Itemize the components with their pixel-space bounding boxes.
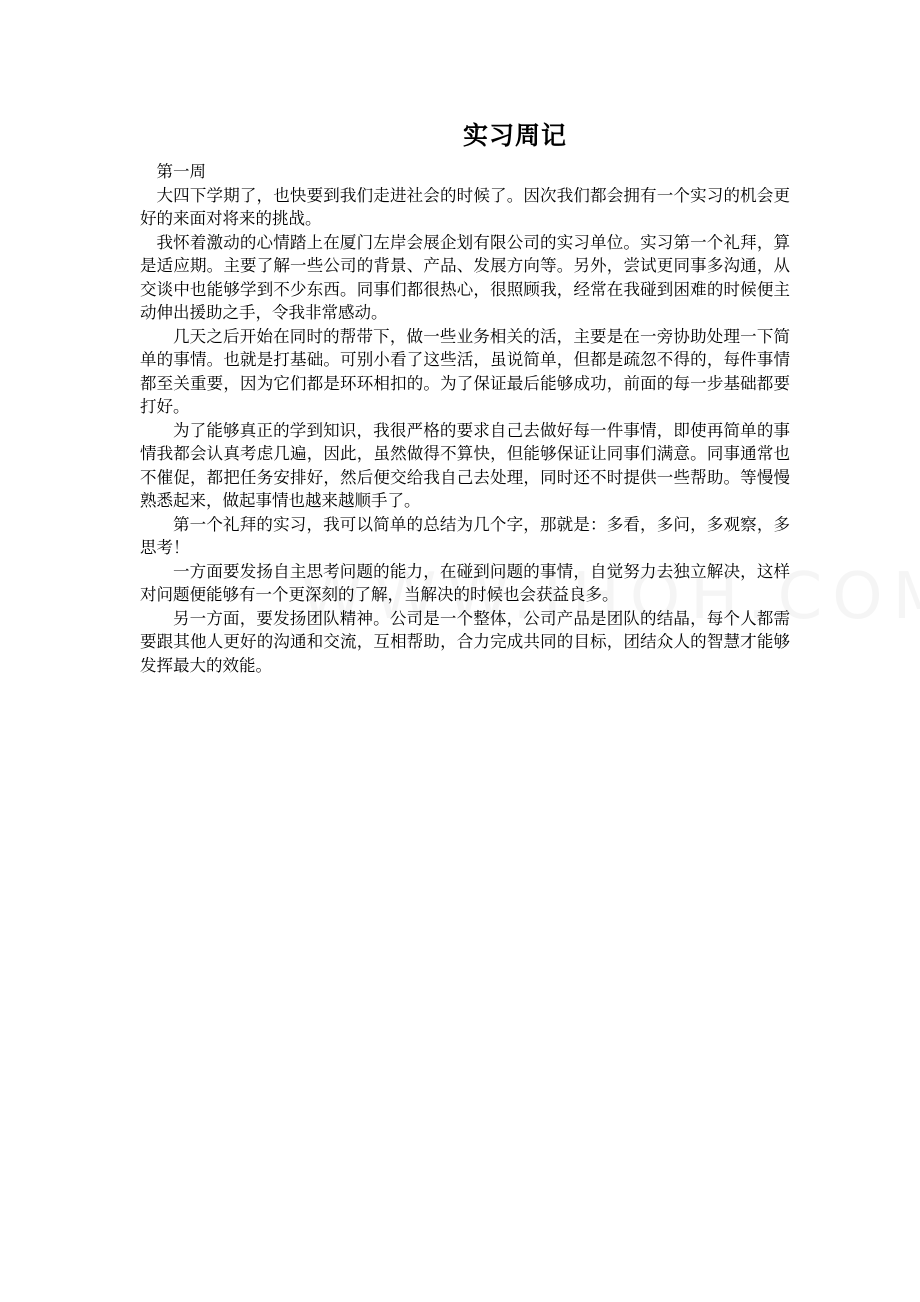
paragraph: 第一个礼拜的实习，我可以简单的总结为几个字，那就是：多看，多问，多观察，多思考！ xyxy=(140,514,790,557)
paragraph: 一方面要发扬自主思考问题的能力，在碰到问题的事情，自觉努力去独立解决，这样对问题便能够有一个更深刻的了解，当解决的时候也会获益良多。 xyxy=(140,561,790,604)
document-body xyxy=(140,160,790,677)
paragraph: 几天之后开始在同时的帮带下，做一些业务相关的活，主要是在一旁协助处理一下简单的事情。也就是打基础。可别小看了这些活，虽说简单，但都是疏忽不得的，每件事情都至关重要，因为它们都是环环相扣的。为了保证最后能够成功，前面的每一步基础都要打好。 xyxy=(140,326,790,416)
paragraph: 另一方面，要发扬团队精神。公司是一个整体，公司产品是团队的结晶，每个人都需要跟其他人更好的沟通和交流，互相帮助，合力完成共同的目标，团结众人的智慧才能够发挥最大的效能。 xyxy=(140,608,790,675)
paragraph: 为了能够真正的学到知识，我很严格的要求自己去做好每一件事情，即使再简单的事情我都会认真考虑几遍，因此，虽然做得不算快，但能够保证让同事们满意。同事通常也不催促，都把任务安排好，然后便交给我自己去处理，同时还不时提供一些帮助。等慢慢熟悉起来，做起事情也越来越顺手了。 xyxy=(140,420,790,510)
paragraph: 大四下学期了，也快要到我们走进社会的时候了。因次我们都会拥有一个实习的机会更好的来面对将来的挑战。 xyxy=(140,185,790,228)
paragraph: 我怀着激动的心情踏上在厦门左岸会展企划有限公司的实习单位。实习第一个礼拜，算是适应期。主要了解一些公司的背景、产品、发展方向等。另外，尝试更同事多沟通，从交谈中也能够学到不少东西。同事们都很热心，很照顾我，经常在我碰到困难的时候便主动伸出援助之手，令我非常感动。 xyxy=(140,232,790,322)
paragraph-week-heading: 第一周 xyxy=(156,162,206,181)
document-title: 实习周记 xyxy=(462,121,567,150)
